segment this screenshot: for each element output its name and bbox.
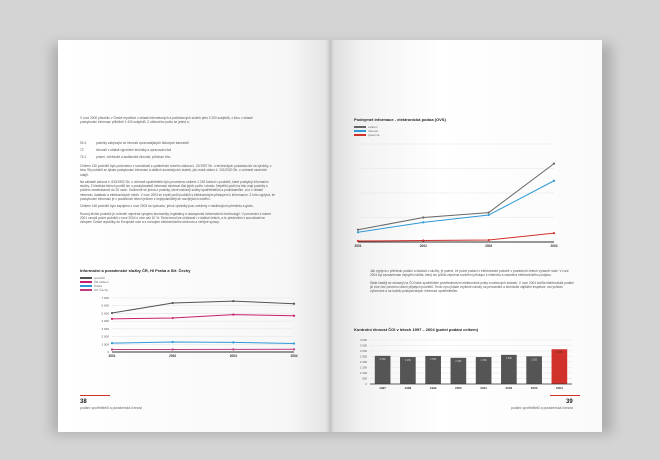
y-tick-label: 1 000 bbox=[101, 342, 109, 347]
data-point bbox=[172, 341, 174, 343]
y-tick-label: 3 000 bbox=[101, 326, 109, 331]
data-point bbox=[488, 212, 490, 214]
legend-label: Stř. Čechy bbox=[94, 288, 109, 292]
data-point bbox=[172, 317, 174, 319]
data-point bbox=[293, 303, 295, 305]
right-body-text bbox=[370, 269, 574, 296]
x-tick-label: 2002 bbox=[419, 244, 427, 248]
legend-label: celkem bbox=[368, 125, 378, 129]
y-tick-label: 6 000 bbox=[101, 303, 109, 308]
code-list bbox=[80, 141, 260, 159]
data-point bbox=[293, 348, 295, 350]
x-tick-label: 2002 bbox=[505, 386, 513, 390]
right-chart2-title: Kontrolní činnost ČOI v letech 1997 – 2004 (počet podání celkem) bbox=[354, 327, 479, 332]
code-text: činnosti v oblasti výpočetní techniky a zpracování dat bbox=[96, 147, 171, 152]
bar-value-label: 3 160 bbox=[556, 351, 563, 355]
x-tick-label: 1998 bbox=[404, 386, 412, 390]
code-text: právní, účetnické a auditorské činnosti, průzkum trhu bbox=[96, 154, 171, 159]
x-tick-label: 1999 bbox=[429, 386, 437, 390]
x-tick-label: 2004 bbox=[550, 244, 558, 248]
data-point bbox=[232, 348, 234, 350]
bar-value-label: 2 520 bbox=[531, 358, 538, 362]
right-line-chart bbox=[348, 138, 564, 254]
data-point bbox=[488, 239, 490, 241]
data-point bbox=[111, 348, 113, 350]
body-paragraph: Na základě zákona č. 634/1992 Sb. o ochraně spotřebitele bylo provedeno celkem 1 252 kontrol u podniků, které poskytují informační služby. Z hlediska tržních podílů lze u poskytovatelů informací sledovat růst jejich počtu i obratu. Největší podíl na trhu mají podniky s počtem zaměstnanců do 20 osob. Souhrnně se jedná o podniky, které nabízejí služby spotřebitelům a podnikatelům, a to v oblasti internetu, databází a elektronických médií. V roce 2003 se zvýšil podíl podniků s elektronickým přístupem k informacím. Z toho vyplývá, že poskytování informací je v posledních letech jedním z nejdynamičtěji se rozvíjejících odvětví. bbox=[80, 179, 276, 202]
y-tick-label: 4 000 bbox=[360, 338, 367, 342]
data-point bbox=[488, 214, 490, 216]
right-page bbox=[330, 40, 602, 432]
code-number: 74.1 bbox=[80, 154, 87, 159]
x-tick-label: 2004 bbox=[556, 386, 563, 390]
y-tick-label: 0 bbox=[107, 350, 109, 354]
intro-text: V roce 2000 působilo v České republice v oblasti internetových a počítačových služeb přes 3 200 subjektů, z toho v oblasti poskytování informací přibližně 1 400 subjektů. Z celkového počtu se jedná o: bbox=[80, 116, 253, 125]
legend-item bbox=[354, 133, 380, 137]
legend-swatch bbox=[80, 289, 92, 290]
y-tick-label: 2 000 bbox=[360, 360, 367, 364]
x-tick-label: 2003 bbox=[530, 386, 538, 390]
bar-value-label: 2 550 bbox=[430, 357, 437, 361]
data-point bbox=[293, 342, 295, 344]
legend-swatch bbox=[354, 126, 366, 127]
data-point bbox=[111, 342, 113, 344]
legend-label: Internet bbox=[368, 129, 379, 133]
y-tick-label: 500 bbox=[362, 376, 367, 381]
y-tick-label: 4 000 bbox=[101, 319, 109, 324]
y-tick-label: 5 000 bbox=[101, 311, 109, 316]
body-paragraph: Celkem 146 podniků bylo zapojeno v roce 2003 do výzkumu, jehož výsledky jsou uvedeny v následujícím přehledu a grafu. bbox=[80, 204, 254, 209]
x-tick-label: 2000 bbox=[455, 386, 462, 390]
folio-rule-right bbox=[550, 395, 580, 396]
y-tick-label: 7 000 bbox=[101, 296, 109, 300]
legend-swatch bbox=[354, 134, 366, 135]
bar-value-label: 2 450 bbox=[404, 359, 411, 363]
legend-label: podnětů bbox=[94, 276, 105, 280]
code-list-item bbox=[80, 141, 260, 145]
x-tick-label: 2001 bbox=[354, 244, 362, 248]
page-caption-left: podání spotřebitelů a poradenská činnost bbox=[80, 406, 143, 410]
x-tick-label: 2002 bbox=[169, 354, 177, 358]
data-point bbox=[111, 318, 113, 320]
bar-value-label: 2 560 bbox=[379, 357, 386, 361]
series-line bbox=[112, 315, 294, 319]
left-page bbox=[58, 40, 330, 432]
data-point bbox=[232, 341, 234, 343]
data-point bbox=[422, 239, 424, 241]
data-point bbox=[357, 231, 359, 233]
y-tick-label: 2 500 bbox=[360, 354, 367, 359]
x-tick-label: 2003 bbox=[229, 354, 237, 358]
book-spine bbox=[326, 40, 334, 432]
x-tick-label: 2003 bbox=[485, 244, 493, 248]
page-number-right: 39 bbox=[566, 399, 573, 405]
code-number: 72 bbox=[80, 147, 84, 152]
series-line bbox=[112, 301, 294, 313]
x-tick-label: 1997 bbox=[379, 386, 386, 390]
body-paragraph: Rozvoj těchto podniků je ovlivněn zejména vývojem ekonomiky, legislativy a dostupností informačních technologií. V porovnání s rokem 2001 vzrostl počet podniků v roce 2004 o více než 10 %. Tento trend lze očekávat i v dalších letech, a to především v souvislosti se vstupem České republiky do Evropské unie a s rozvojem elektronického obchodu a veřejné správy. bbox=[80, 211, 271, 225]
data-point bbox=[553, 180, 555, 182]
left-line-chart bbox=[72, 294, 304, 364]
legend-swatch bbox=[80, 281, 92, 282]
y-tick-label: 3 000 bbox=[360, 349, 367, 353]
bar-value-label: 2 450 bbox=[480, 359, 487, 363]
data-point bbox=[357, 240, 359, 242]
bar-value-label: 2 650 bbox=[505, 356, 512, 360]
code-number: 92.4 bbox=[80, 141, 87, 145]
body-paragraph: Stále častěji se obracejí na ČOI také spotřebitelé prostřednictvím elektronické pošty a webových stránek. V roce 2004 tvořila elektronická podání již více než polovinu všech přijatých podnětů. Tento vývoj klade zvýšené nároky na personální a technické zajištění inspekce, na rychlost vyřizování a na kvalitu poskytovaných informací spotřebitelům. bbox=[370, 280, 574, 294]
legend-label: Praha bbox=[94, 284, 103, 288]
legend-label: ČR celkem bbox=[94, 280, 109, 284]
code-list-item bbox=[80, 155, 260, 159]
data-point bbox=[422, 221, 424, 223]
right-bar-chart bbox=[348, 336, 580, 396]
y-tick-label: 3 500 bbox=[360, 343, 367, 348]
data-point bbox=[232, 313, 234, 315]
series-line bbox=[112, 342, 294, 344]
legend-label: písemně bbox=[368, 133, 380, 137]
data-point bbox=[357, 229, 359, 231]
legend-swatch bbox=[354, 130, 366, 131]
left-chart-legend bbox=[80, 276, 109, 292]
data-point bbox=[553, 163, 555, 165]
x-tick-label: 2001 bbox=[480, 386, 487, 390]
page-number-left: 38 bbox=[80, 399, 87, 405]
y-tick-label: 1 000 bbox=[360, 371, 367, 375]
right-chart1-legend bbox=[354, 125, 380, 137]
body-paragraph: Celkem 130 podniků bylo podrobeno v souvislosti s uplatněním nového zákona č. 22/1997 Sb. o technických požadavcích na výrobky, z toho 96 podniků se týkalo poskytování informací a dalších souvisejících služeb, jak uvádí zákon č. 101/2000 Sb. o ochraně osobních údajů. bbox=[80, 164, 272, 177]
bar-value-label: 2 380 bbox=[455, 359, 462, 363]
y-tick-label: 2 000 bbox=[101, 334, 109, 339]
intro-paragraph bbox=[80, 116, 260, 128]
code-list-item bbox=[80, 148, 260, 152]
data-point bbox=[111, 312, 113, 314]
y-tick-label: 1 500 bbox=[360, 365, 367, 370]
code-text: podniky zabývající se činností zpravodajských tiskových kanceláří bbox=[96, 141, 189, 145]
folio-rule-left bbox=[80, 395, 110, 396]
data-point bbox=[293, 315, 295, 317]
body-text-block bbox=[80, 164, 276, 228]
body-paragraph: Jak vyplývá z přehledu podání a žádostí o služby, je patrné, že počet podání v elektronické podobě v posledních letech výrazně roste. V roce 2004 byl zaznamenán nejvyšší nárůst, který lze přičíst zejména rozšíření přístupu k internetu a zavedení elektronického podpisu. bbox=[370, 269, 569, 278]
data-point bbox=[172, 302, 174, 304]
data-point bbox=[553, 232, 555, 234]
legend-swatch bbox=[80, 277, 92, 278]
legend-item bbox=[80, 288, 109, 292]
right-chart1-title: Podnymet informace - elektronická podoa (OVS) bbox=[354, 117, 446, 122]
series-line bbox=[358, 233, 554, 241]
bar bbox=[552, 349, 568, 384]
x-tick-label: 2004 bbox=[290, 354, 298, 358]
data-point bbox=[232, 300, 234, 302]
y-tick-label: 0 bbox=[365, 382, 367, 386]
data-point bbox=[172, 348, 174, 350]
legend-swatch bbox=[80, 285, 92, 286]
data-point bbox=[422, 216, 424, 218]
x-tick-label: 2001 bbox=[108, 354, 116, 358]
page-caption-right: podání spotřebitelů a poradenská činnost bbox=[511, 406, 574, 410]
left-chart-title: Informační a poradenské služby ČR, Hl Praha a Stř. Čechy bbox=[80, 268, 191, 273]
